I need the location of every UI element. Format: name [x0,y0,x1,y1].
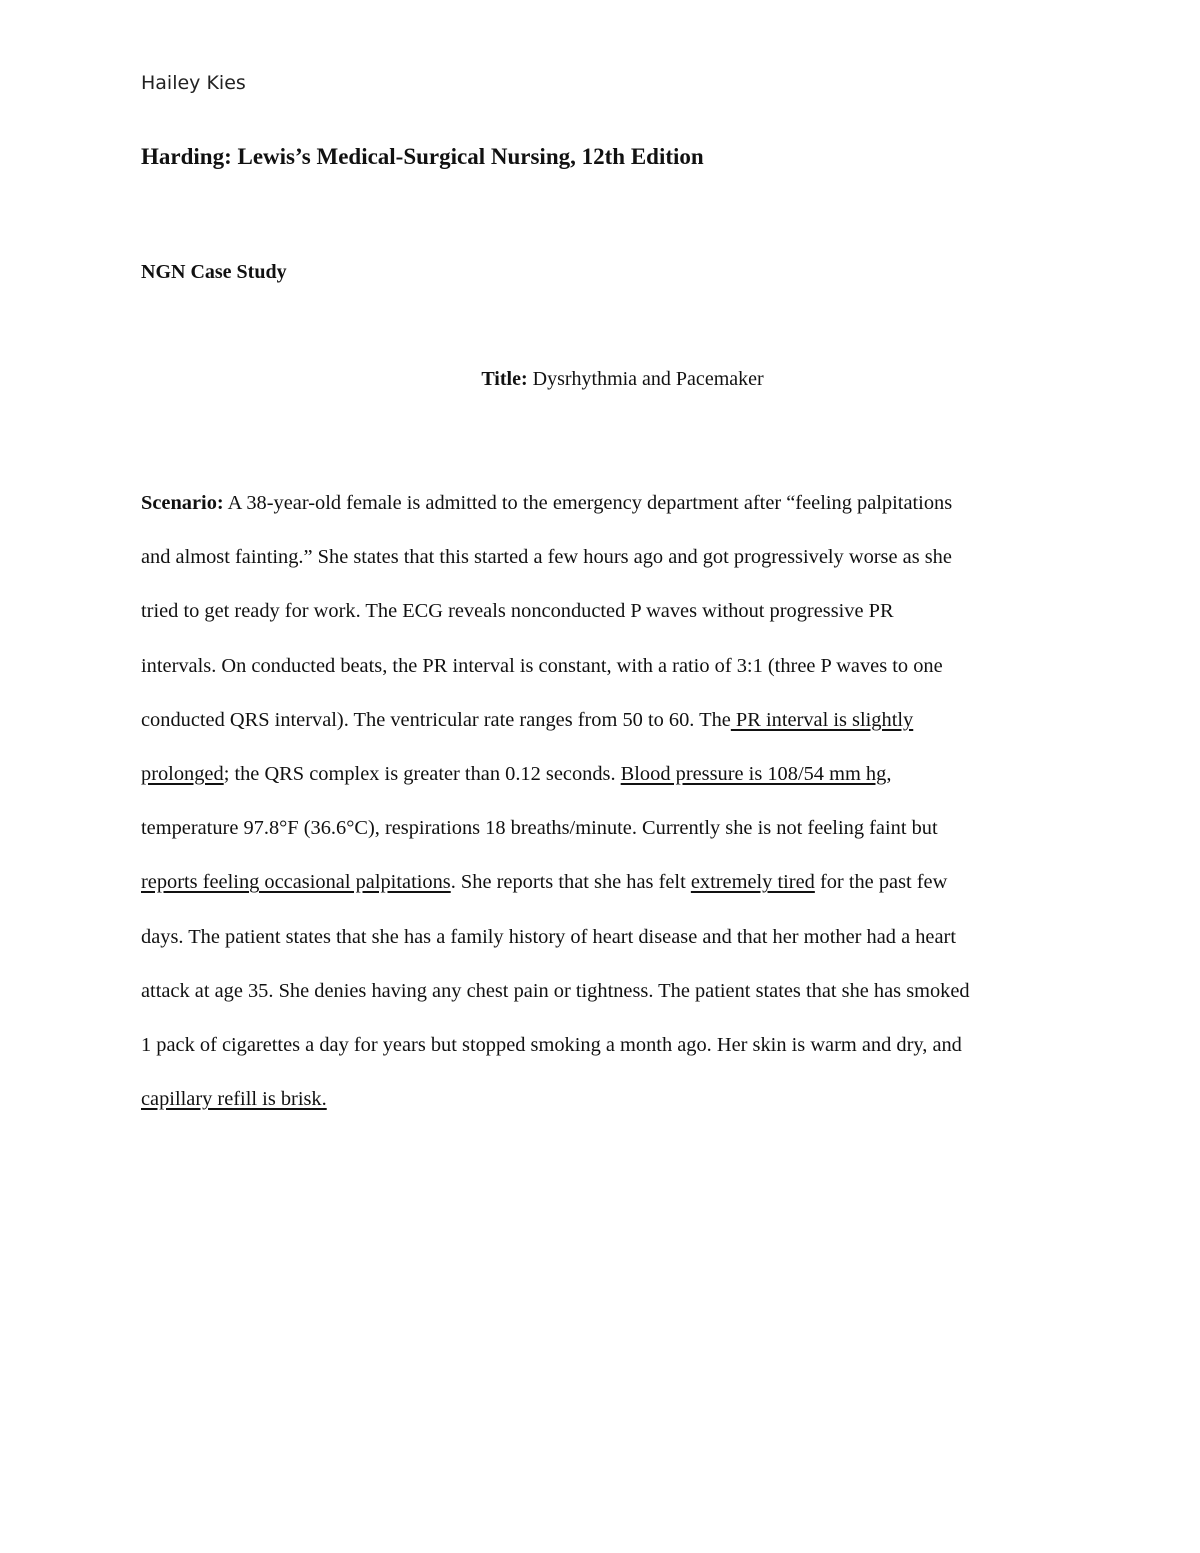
scenario-line [141,476,1109,530]
scenario-line [141,693,1109,747]
underlined-finding: extremely tired [690,871,815,894]
scenario-text: A 38-year-old female is admitted to the emergency department after “feeling palpitations [223,492,953,514]
scenario-line [141,530,1109,584]
scenario-text: intervals. On conducted beats, the PR interval is constant, with a ratio of 3:1 (three P waves to one [141,654,943,677]
scenario-paragraph [141,476,1109,1126]
scenario-line [141,1018,1109,1072]
scenario-line [141,639,1109,693]
scenario-text: days. The patient states that she has a family history of heart disease and that her mother had a heart [141,925,956,948]
scenario-text: tried to get ready for work. The ECG reveals nonconducted P waves without progressive PR [141,600,894,623]
scenario-text: ; the QRS complex is greater than 0.12 seconds. [223,763,621,786]
scenario-text: conducted QRS interval). The ventricular rate ranges from 50 to 60. The [141,708,731,731]
case-study-heading: NGN Case Study [141,261,287,283]
scenario-line [141,910,1109,964]
scenario-line [141,584,1109,638]
case-title [0,368,1200,391]
underlined-finding: PR interval is slightly [730,708,914,731]
scenario-text: temperature 97.8°F (36.6°C), respirations 18 breaths/minute. Currently she is not feeling faint but [141,817,938,840]
scenario-line [141,747,1109,801]
underlined-finding: prolonged [141,763,224,786]
scenario-text: and almost fainting.” She states that this started a few hours ago and got progressively worse as she [141,546,952,569]
scenario-line [141,855,1109,909]
case-title-label: Title: [481,368,528,390]
underlined-finding: capillary refill is brisk. [141,1088,327,1111]
scenario-label: Scenario: [141,492,224,514]
scenario-line [141,964,1109,1018]
underlined-finding: reports feeling occasional palpitations [141,871,451,894]
scenario-line [141,1072,1109,1126]
case-title-value: Dysrhythmia and Pacemaker [527,368,764,390]
book-title: Harding: Lewis’s Medical-Surgical Nursing, 12th Edition [141,144,704,169]
underlined-finding: Blood pressure is 108/54 mm hg [620,763,887,786]
scenario-text: attack at age 35. She denies having any chest pain or tightness. The patient states that she has smoked [141,979,970,1002]
scenario-text: , [886,763,892,786]
scenario-text: for the past few [814,871,948,894]
scenario-text: . She reports that she has felt [450,871,691,894]
scenario-line [141,801,1109,855]
scenario-text: 1 pack of cigarettes a day for years but stopped smoking a month ago. Her skin is warm and dry, and [141,1034,962,1057]
author-name: Hailey Kies [141,72,246,94]
